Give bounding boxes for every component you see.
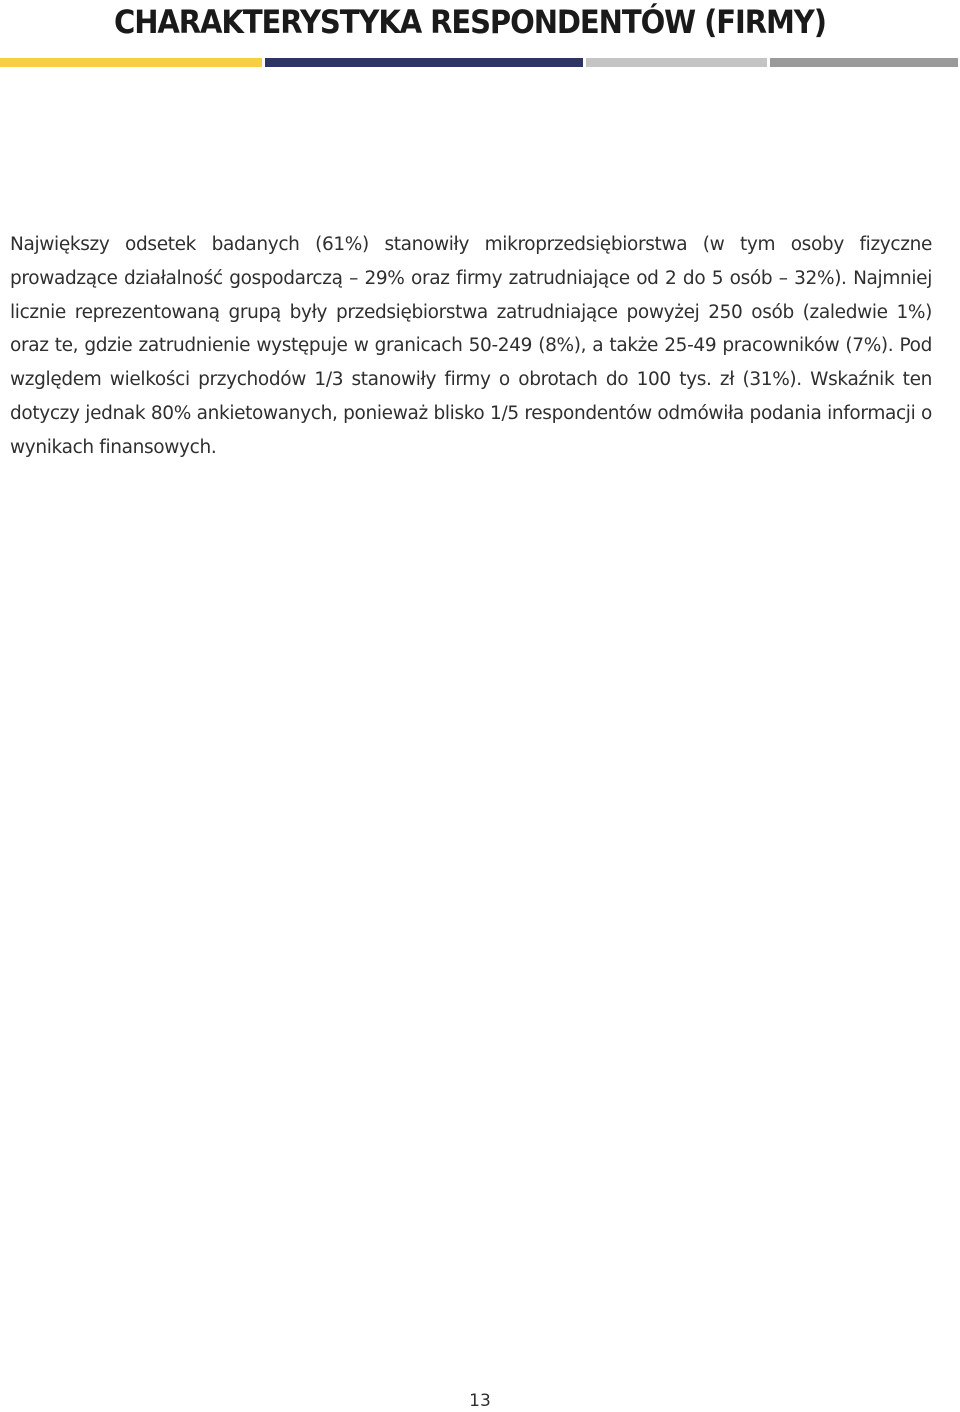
page-title: CHARAKTERYSTYKA RESPONDENTÓW (FIRMY) [114,3,826,41]
bar-segment-light-gray [586,58,767,67]
bar-segment-navy [265,58,583,67]
body-paragraph: Największy odsetek badanych (61%) stanowiły mikroprzedsiębiorstwa (w tym osoby fizyczne prowadzące działalność gospodarczą – 29% oraz firmy zatrudniające od 2 do 5 osób – 32%). Najmniej licznie reprezentowaną grupą były przedsiębiorstwa zatrudniające powyżej 250 osób (zaledwie 1%) oraz te, gdzie zatrudnienie występuje w granicach 50-249 (8%), a także 25-49 pracowników (7%). Pod względem wielkości przychodów 1/3 stanowiły firmy o obrotach do 100 tys. zł (31%). Wskaźnik ten dotyczy jednak 80% ankietowanych, ponieważ blisko 1/5 respondentów odmówiła podania informacji o wynikach finansowych. [10,234,932,458]
bar-segment-gray [770,58,958,67]
title-underline-bar [0,58,958,67]
bar-segment-yellow [0,58,262,67]
page-number: 13 [469,1391,491,1411]
